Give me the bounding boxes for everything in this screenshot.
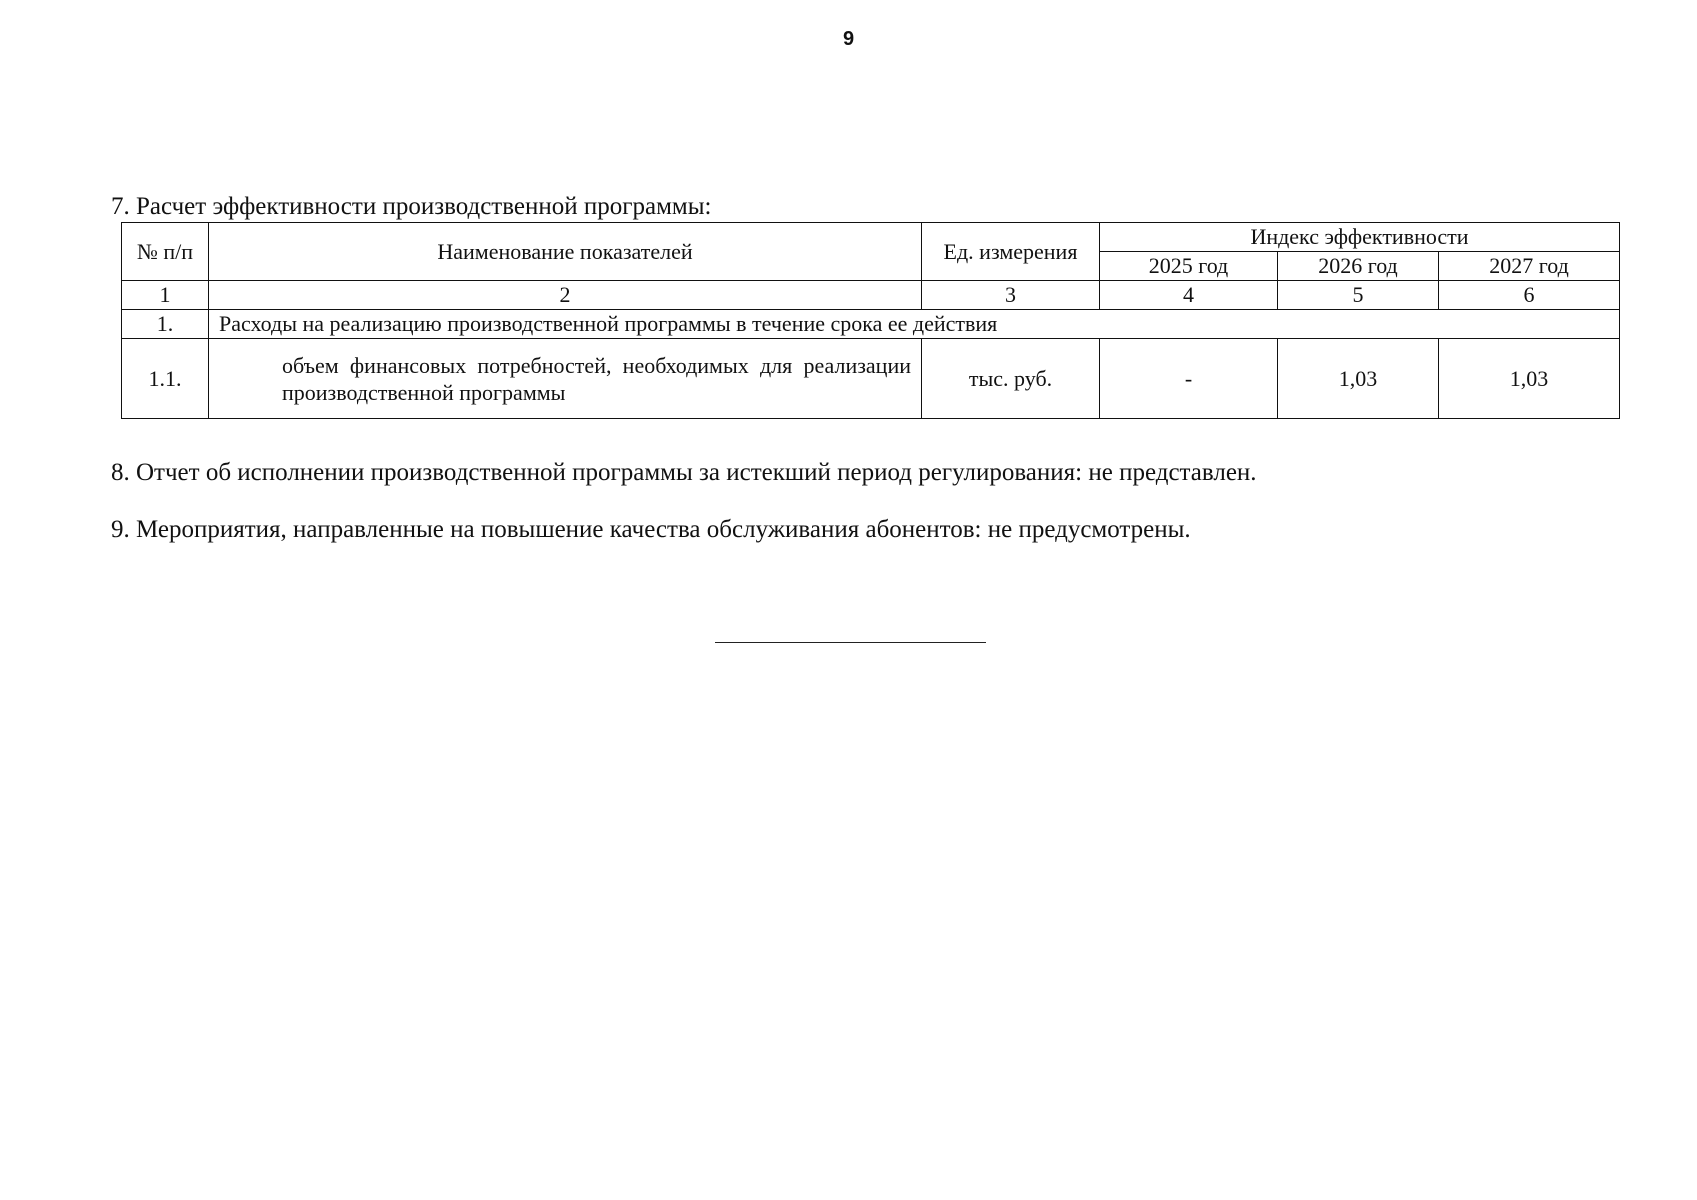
efficiency-table [121, 222, 1620, 419]
header-year: 2025 год [1100, 252, 1278, 281]
column-number-row [122, 281, 1620, 310]
header-num: № п/п [122, 223, 209, 281]
row-value-2027: 1,03 [1439, 339, 1620, 419]
row-unit: тыс. руб. [922, 339, 1100, 419]
header-unit: Ед. измерения [922, 223, 1100, 281]
header-name: Наименование показателей [209, 223, 922, 281]
column-number: 5 [1278, 281, 1439, 310]
page-number: 9 [842, 28, 855, 50]
table-header-row [122, 223, 1620, 252]
column-number: 2 [209, 281, 922, 310]
section-8-text: 8. Отчет об исполнении производственной программы за истекший период регулирования: не представлен. [111, 459, 1257, 486]
row-value-2026: 1,03 [1278, 339, 1439, 419]
column-number: 1 [122, 281, 209, 310]
column-number: 4 [1100, 281, 1278, 310]
column-number: 3 [922, 281, 1100, 310]
header-index-group: Индекс эффективности [1100, 223, 1620, 252]
table-row [122, 339, 1620, 419]
row-name: объем финансовых потребностей, необходимых для реализации производственной программы [209, 339, 922, 419]
section-9-text: 9. Мероприятия, направленные на повышение качества обслуживания абонентов: не предусмотрены. [111, 516, 1191, 543]
group-row-text: Расходы на реализацию производственной программы в течение срока ее действия [209, 310, 1620, 339]
header-year: 2027 год [1439, 252, 1620, 281]
row-num: 1.1. [122, 339, 209, 419]
row-value-2025: - [1100, 339, 1278, 419]
end-divider [715, 642, 986, 643]
column-number: 6 [1439, 281, 1620, 310]
header-year: 2026 год [1278, 252, 1439, 281]
group-row-num: 1. [122, 310, 209, 339]
section-7-title: 7. Расчет эффективности производственной программы: [111, 193, 712, 220]
group-row [122, 310, 1620, 339]
